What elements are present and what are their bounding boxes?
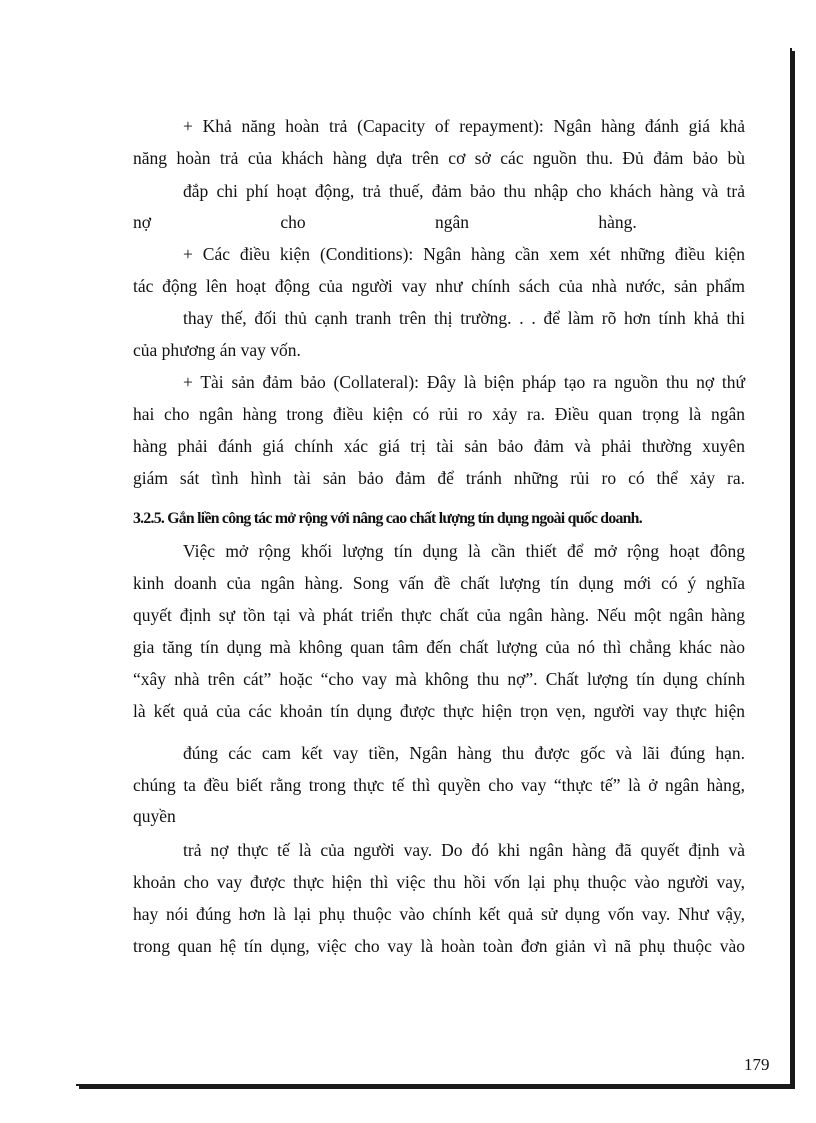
text-line: trong quan hệ tín dụng, việc cho vay là hoàn toàn đơn giản vì nã phụ thuộc vào bbox=[133, 936, 745, 956]
text-line: tác động lên hoạt động của người vay như chính sách của nhà nước, sản phẩm bbox=[133, 276, 745, 296]
text-line: chúng ta đều biết rằng trong thực tế thì quyền cho vay “thực tế” là ở ngân hàng, bbox=[133, 775, 745, 795]
text-line: đắp chi phí hoạt động, trả thuế, đảm bảo thu nhập cho khách hàng và trả bbox=[183, 181, 745, 201]
text-line: quyền bbox=[133, 806, 176, 826]
text-line: Việc mở rộng khối lượng tín dụng là cần thiết để mở rộng hoạt đông bbox=[183, 541, 745, 561]
text-line: + Khả năng hoàn trả (Capacity of repayment): Ngân hàng đánh giá khả bbox=[183, 116, 745, 136]
page-number: 179 bbox=[744, 1055, 770, 1074]
text-line: đúng các cam kết vay tiền, Ngân hàng thu được gốc và lãi đúng hạn. bbox=[183, 743, 745, 763]
text-line: + Các điều kiện (Conditions): Ngân hàng cần xem xét những điều kiện bbox=[183, 244, 745, 264]
text-line: của phương án vay vốn. bbox=[133, 340, 301, 360]
text-line: hàng phải đánh giá chính xác giá trị tài sản bảo đảm và phải thường xuyên bbox=[133, 436, 745, 456]
text-line: trả nợ thực tế là của người vay. Do đó khi ngân hàng đã quyết định và bbox=[183, 840, 745, 860]
page-border bbox=[76, 48, 792, 1086]
text-line: hay nói đúng hơn là lại phụ thuộc vào chính kết quả sử dụng vốn vay. Như vậy, bbox=[133, 904, 745, 924]
text-line: là kết quả của các khoản tín dụng được thực hiện trọn vẹn, người vay thực hiện bbox=[133, 701, 745, 721]
text-line: kinh doanh của ngân hàng. Song vấn đề chất lượng tín dụng mới có ý nghĩa bbox=[133, 573, 745, 593]
text-line: khoản cho vay được thực hiện thì việc thu hồi vốn lại phụ thuộc vào người vay, bbox=[133, 872, 745, 892]
text-line: nợ cho ngân hàng. bbox=[133, 212, 637, 232]
text-line: giám sát tình hình tài sản bảo đảm để tránh những rủi ro có thể xảy ra. bbox=[133, 468, 745, 488]
text-line: thay thế, đối thủ cạnh tranh trên thị trường. . . để làm rõ hơn tính khả thi bbox=[183, 308, 745, 328]
text-line: gia tăng tín dụng mà không quan tâm đến chất lượng của nó thì chẳng khác nào bbox=[133, 637, 745, 657]
text-line: + Tài sản đảm bảo (Collateral): Đây là biện pháp tạo ra nguồn thu nợ thứ bbox=[183, 372, 745, 392]
text-line: hai cho ngân hàng trong điều kiện có rủi ro xảy ra. Điều quan trọng là ngân bbox=[133, 404, 745, 424]
section-heading: 3.2.5. Gắn liền công tác mở rộng với nâng cao chất lượng tín dụng ngoài quốc doanh. bbox=[133, 510, 642, 527]
text-line: quyết định sự tồn tại và phát triển thực chất của ngân hàng. Nếu một ngân hàng bbox=[133, 605, 745, 625]
text-line: năng hoàn trả của khách hàng dựa trên cơ sở các nguồn thu. Đủ đảm bảo bù bbox=[133, 148, 745, 168]
text-line: “xây nhà trên cát” hoặc “cho vay mà không thu nợ”. Chất lượng tín dụng chính bbox=[133, 669, 745, 689]
